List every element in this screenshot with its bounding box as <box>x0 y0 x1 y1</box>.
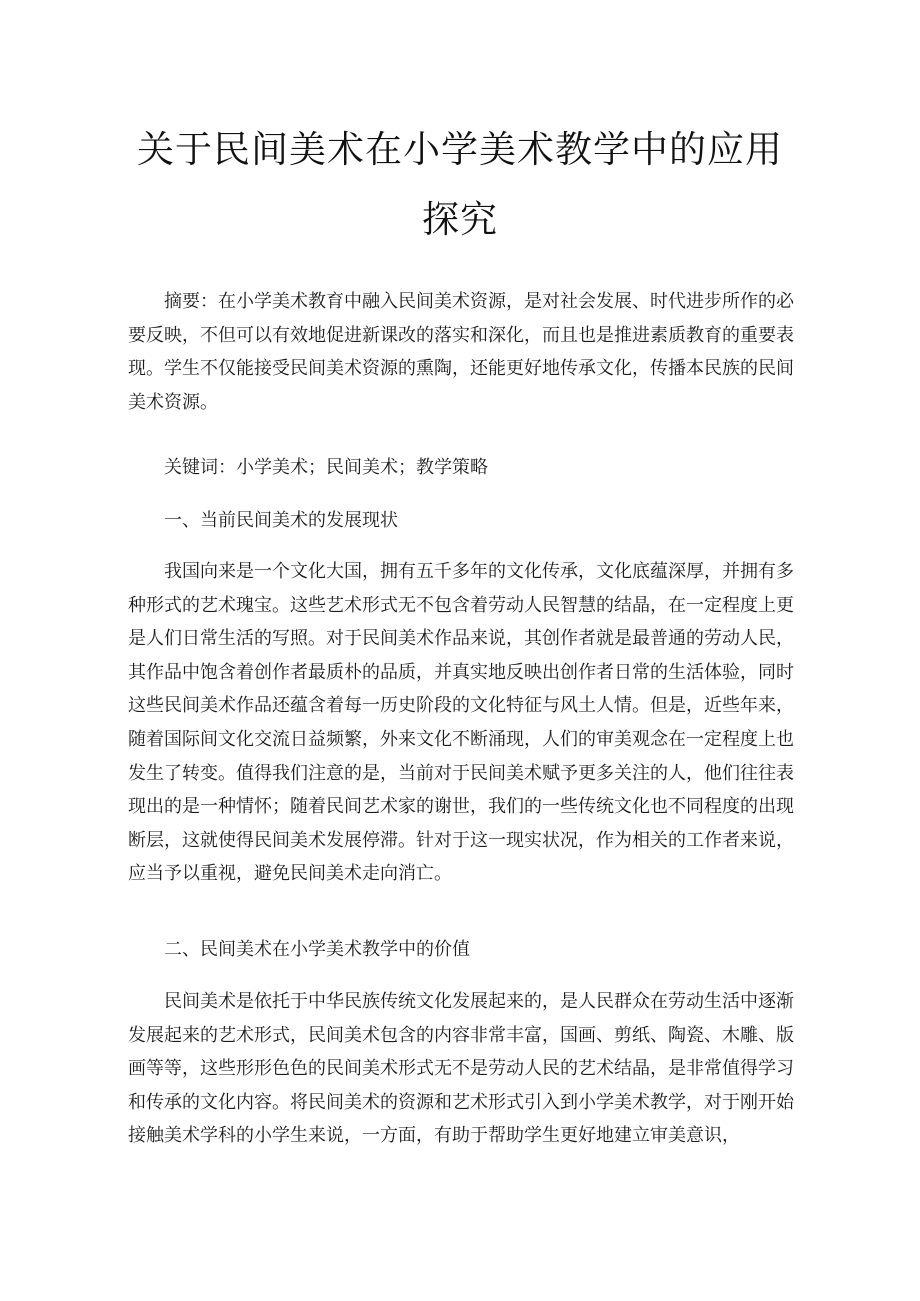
section-2-paragraph: 民间美术是依托于中华民族传统文化发展起来的，是人民群众在劳动生活中逐渐发展起来的艺术形式，民间美术包含的内容非常丰富，国画、剪纸、陶瓷、木雕、版画等等，这些形形色色的民间美术形式无不是劳动人民的艺术结晶，是非常值得学习和传承的文化内容。将民间美术的资源和艺术形式引入到小学美术教学，对于刚开始接触美术学科的小学生来说，一方面，有助于帮助学生更好地建立审美意识， <box>128 991 794 1147</box>
keywords-line: 关键词：小学美术；民间美术；教学策略 <box>164 457 488 478</box>
section-1-heading: 一、当前民间美术的发展现状 <box>164 510 398 531</box>
section-2-heading: 二、民间美术在小学美术教学中的价值 <box>164 939 470 960</box>
abstract-paragraph: 摘要：在小学美术教育中融入民间美术资源，是对社会发展、时代进步所作的必要反映，不但可以有效地促进新课改的落实和深化，而且也是推进素质教育的重要表现。学生不仅能接受民间美术资源的熏陶，还能更好地传承文化，传播本民族的民间美术资源。 <box>128 291 794 413</box>
document-title-line-2: 探究 <box>422 198 498 241</box>
document-title-line-1: 关于民间美术在小学美术教学中的应用 <box>137 128 783 171</box>
section-1-paragraph: 我国向来是一个文化大国，拥有五千多年的文化传承，文化底蕴深厚，并拥有多种形式的艺术瑰宝。这些艺术形式无不包含着劳动人民智慧的结晶，在一定程度上更是人们日常生活的写照。对于民间美术作品来说，其创作者就是最普通的劳动人民，其作品中饱含着创作者最质朴的品质，并真实地反映出创作者日常的生活体验，同时这些民间美术作品还蕴含着每一历史阶段的文化特征与风土人情。但是，近些年来，随着国际间文化交流日益频繁，外来文化不断涌现，人们的审美观念在一定程度上也发生了转变。值得我们注意的是，当前对于民间美术赋予更多关注的人，他们往往表现出的是一种情怀；随着民间艺术家的谢世，我们的一些传统文化也不同程度的出现断层，这就使得民间美术发展停滞。针对于这一现实状况，作为相关的工作者来说，应当予以重视，避免民间美术走向消亡。 <box>128 561 794 885</box>
